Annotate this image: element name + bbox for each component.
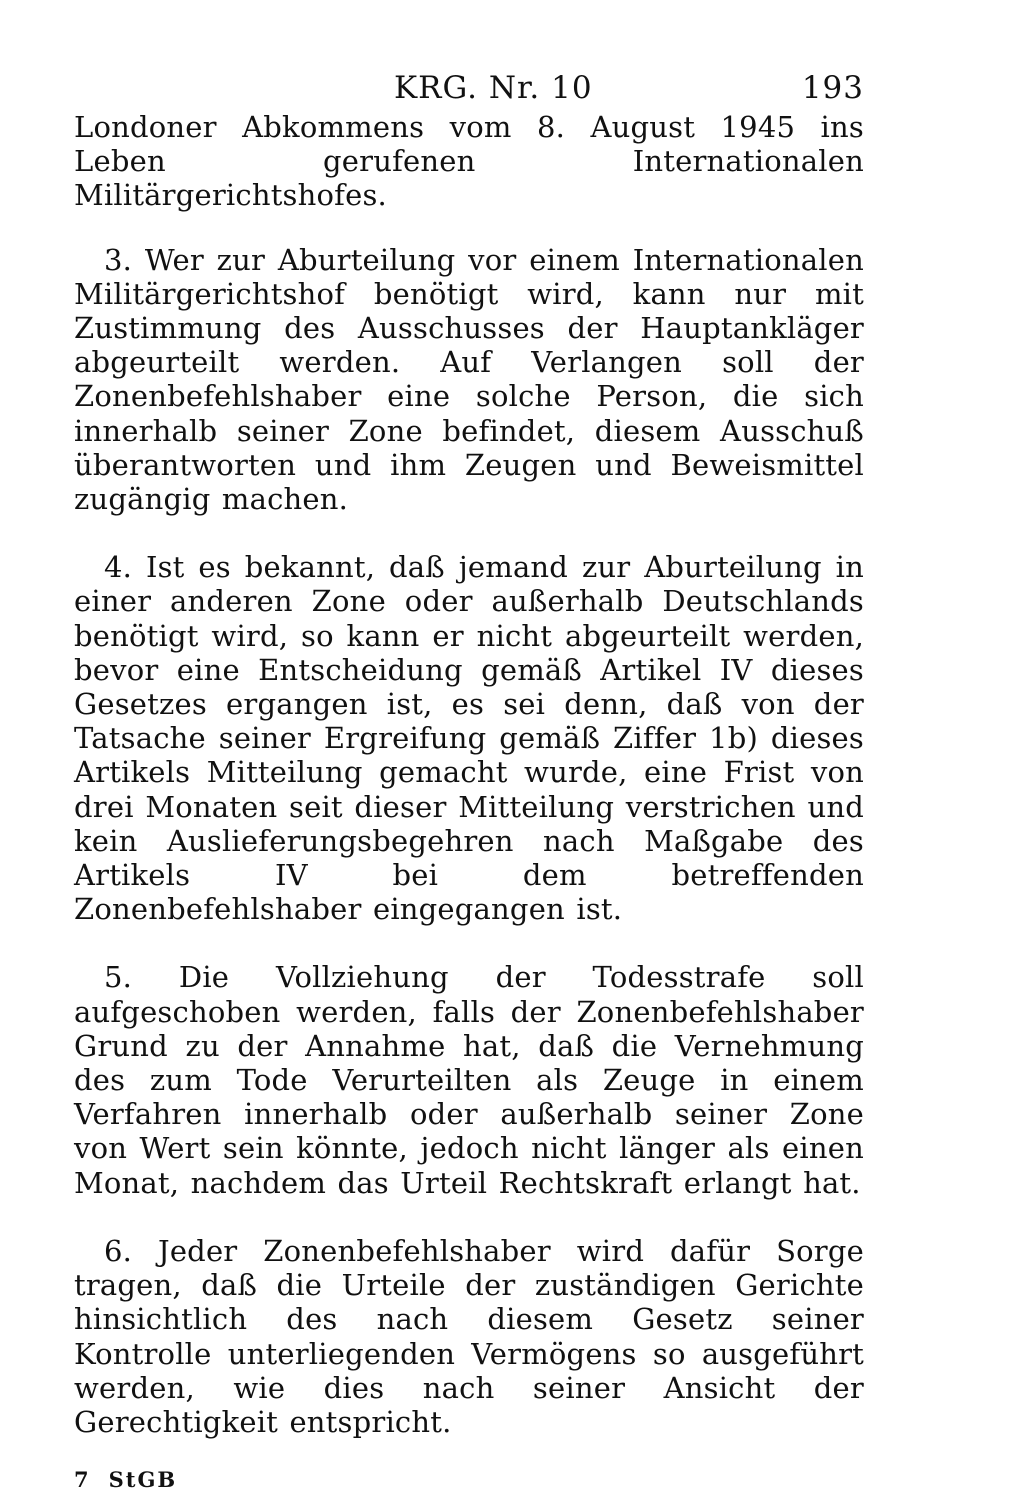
signature-text: StGB <box>108 1467 178 1492</box>
page-number: 193 <box>801 70 864 106</box>
document-page <box>74 70 864 1492</box>
signature-number: 7 <box>74 1467 91 1492</box>
paragraph-5: 5. Die Vollziehung der Todesstrafe soll aufgeschoben werden, falls der Zonenbefehlshaber Grund zu der Annahme hat, daß die Vernehmung des zum Tode Verurteilten als Zeuge in einem Verfahren innerhalb oder außerhalb seiner Zone von Wert sein könnte, jedoch nicht länger als einen Monat, nachdem das Urteil Rechtskraft erlangt hat. <box>74 960 864 1200</box>
paragraph-continuation: Londoner Abkommens vom 8. August 1945 ins Leben gerufenen Internationalen Militärgerichtshofes. <box>74 110 864 213</box>
paragraph-6: 6. Jeder Zonenbefehlshaber wird dafür Sorge tragen, daß die Urteile der zuständigen Gerichte hinsichtlich des nach diesem Gesetz seiner Kontrolle unterliegenden Vermögens so ausgeführt werden, wie dies nach seiner Ansicht der Gerechtigkeit entspricht. <box>74 1233 864 1439</box>
paragraph-3: 3. Wer zur Aburteilung vor einem Internationalen Militärgerichtshof benötigt wird, kann nur mit Zustimmung des Ausschusses der Hauptankläger abgeurteilt werden. Auf Verlangen soll der Zonenbefehlshaber eine solche Person, die sich innerhalb seiner Zone befindet, diesem Ausschuß überantworten und ihm Zeugen und Beweismittel zugängig machen. <box>74 242 864 517</box>
running-title: KRG. Nr. 10 <box>394 70 593 106</box>
printer-signature <box>74 1467 864 1492</box>
page-header <box>74 70 864 110</box>
paragraph-4: 4. Ist es bekannt, daß jemand zur Aburteilung in einer anderen Zone oder außerhalb Deutschlands benötigt wird, so kann er nicht abgeurteilt werden, bevor eine Entscheidung gemäß Artikel IV dieses Gesetzes ergangen ist, es sei denn, daß von der Tatsache seiner Ergreifung gemäß Ziffer 1b) dieses Artikels Mitteilung gemacht wurde, eine Frist von drei Monaten seit dieser Mitteilung verstrichen und kein Auslieferungsbegehren nach Maßgabe des Artikels IV bei dem betreffenden Zonenbefehlshaber eingegangen ist. <box>74 550 864 927</box>
